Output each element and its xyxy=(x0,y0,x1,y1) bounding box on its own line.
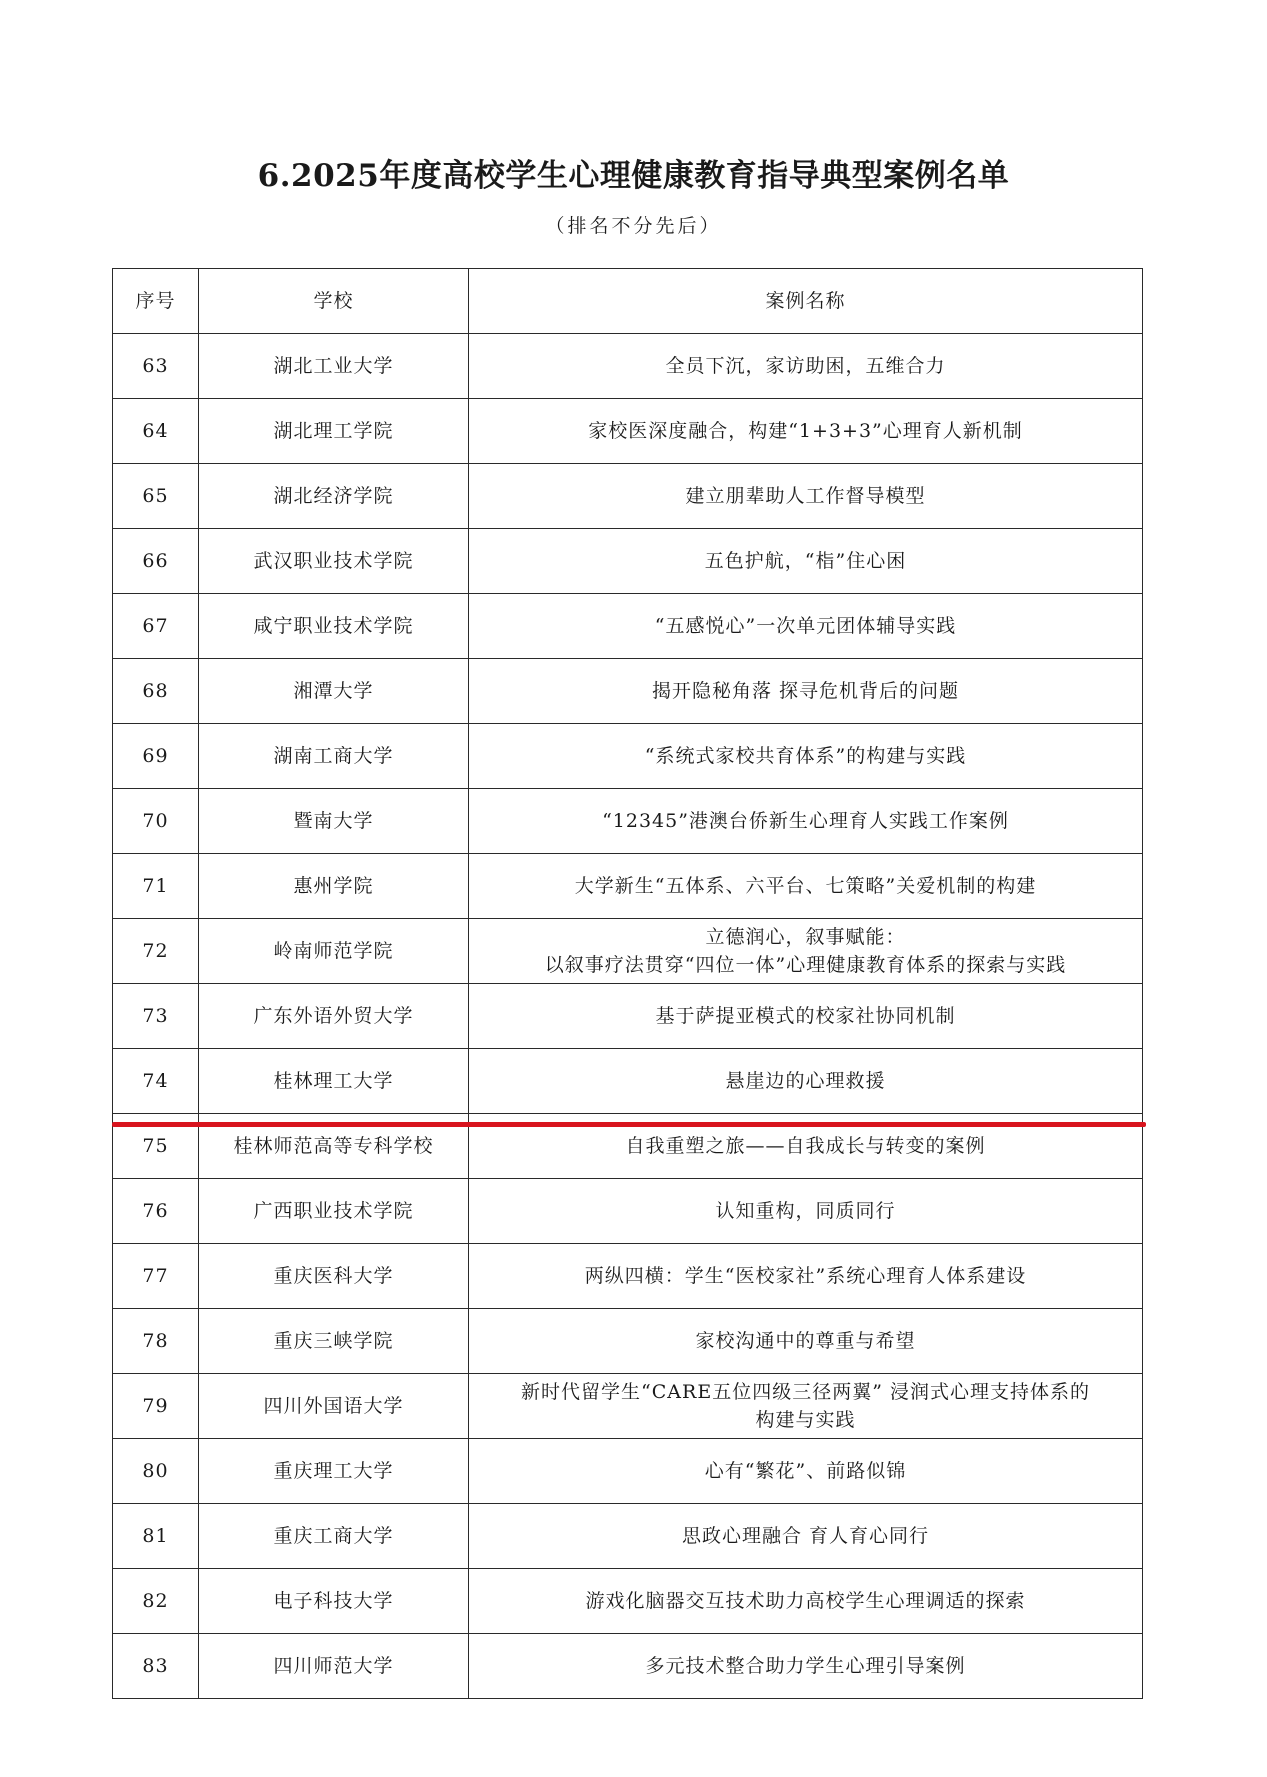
table-row xyxy=(113,1309,1143,1374)
row-number: 73 xyxy=(113,984,199,1049)
case-name: 家校沟通中的尊重与希望 xyxy=(469,1309,1143,1374)
header-case: 案例名称 xyxy=(469,269,1143,334)
row-number: 83 xyxy=(113,1634,199,1699)
case-table-container xyxy=(112,268,1143,1699)
table-row xyxy=(113,659,1143,724)
school-name: 岭南师范学院 xyxy=(199,919,469,984)
table-row xyxy=(113,1374,1143,1439)
case-name: 全员下沉，家访助困，五维合力 xyxy=(469,334,1143,399)
school-name: 重庆三峡学院 xyxy=(199,1309,469,1374)
school-name: 四川师范大学 xyxy=(199,1634,469,1699)
case-name-line-1: 立德润心，叙事赋能： xyxy=(705,926,906,948)
row-number: 78 xyxy=(113,1309,199,1374)
case-name: 认知重构，同质同行 xyxy=(469,1179,1143,1244)
case-name: 游戏化脑器交互技术助力高校学生心理调适的探索 xyxy=(469,1569,1143,1634)
case-name: 基于萨提亚模式的校家社协同机制 xyxy=(469,984,1143,1049)
school-name: 重庆理工大学 xyxy=(199,1439,469,1504)
case-name: “12345”港澳台侨新生心理育人实践工作案例 xyxy=(469,789,1143,854)
school-name: 桂林理工大学 xyxy=(199,1049,469,1114)
case-name xyxy=(469,919,1143,984)
case-name-line-1: 新时代留学生“CARE五位四级三径两翼” 浸润式心理支持体系的 xyxy=(521,1381,1090,1403)
case-name: 两纵四横：学生“医校家社”系统心理育人体系建设 xyxy=(469,1244,1143,1309)
table-row xyxy=(113,854,1143,919)
case-table xyxy=(112,268,1143,1699)
case-name: 多元技术整合助力学生心理引导案例 xyxy=(469,1634,1143,1699)
table-row xyxy=(113,464,1143,529)
red-highlight-line xyxy=(112,1122,1146,1127)
row-number: 68 xyxy=(113,659,199,724)
page-title: 6.2025年度高校学生心理健康教育指导典型案例名单 xyxy=(257,158,1010,194)
school-name: 桂林师范高等专科学校 xyxy=(199,1114,469,1179)
row-number: 63 xyxy=(113,334,199,399)
row-number: 72 xyxy=(113,919,199,984)
row-number: 80 xyxy=(113,1439,199,1504)
case-name-line-2: 以叙事疗法贯穿“四位一体”心理健康教育体系的探索与实践 xyxy=(544,954,1067,976)
school-name: 湖北经济学院 xyxy=(199,464,469,529)
table-row xyxy=(113,334,1143,399)
school-name: 广东外语外贸大学 xyxy=(199,984,469,1049)
case-name: 大学新生“五体系、六平台、七策略”关爱机制的构建 xyxy=(469,854,1143,919)
school-name: 湘潭大学 xyxy=(199,659,469,724)
school-name: 湖北工业大学 xyxy=(199,334,469,399)
table-row xyxy=(113,1179,1143,1244)
school-name: 暨南大学 xyxy=(199,789,469,854)
table-row xyxy=(113,1634,1143,1699)
header-school: 学校 xyxy=(199,269,469,334)
school-name: 咸宁职业技术学院 xyxy=(199,594,469,659)
row-number: 74 xyxy=(113,1049,199,1114)
table-row xyxy=(113,1244,1143,1309)
table-row xyxy=(113,724,1143,789)
school-name: 电子科技大学 xyxy=(199,1569,469,1634)
table-row xyxy=(113,1504,1143,1569)
case-name: 思政心理融合 育人育心同行 xyxy=(469,1504,1143,1569)
table-header-row xyxy=(113,269,1143,334)
case-name: 五色护航，“栺”住心困 xyxy=(469,529,1143,594)
row-number: 64 xyxy=(113,399,199,464)
row-number: 75 xyxy=(113,1114,199,1179)
school-name: 湖北理工学院 xyxy=(199,399,469,464)
school-name: 惠州学院 xyxy=(199,854,469,919)
school-name: 湖南工商大学 xyxy=(199,724,469,789)
table-row xyxy=(113,1049,1143,1114)
row-number: 77 xyxy=(113,1244,199,1309)
row-number: 82 xyxy=(113,1569,199,1634)
table-row xyxy=(113,1439,1143,1504)
row-number: 76 xyxy=(113,1179,199,1244)
school-name: 四川外国语大学 xyxy=(199,1374,469,1439)
table-row xyxy=(113,789,1143,854)
school-name: 重庆工商大学 xyxy=(199,1504,469,1569)
table-row xyxy=(113,984,1143,1049)
case-name: 悬崖边的心理救援 xyxy=(469,1049,1143,1114)
header-no: 序号 xyxy=(113,269,199,334)
case-name xyxy=(469,1374,1143,1439)
table-row xyxy=(113,399,1143,464)
table-body xyxy=(113,334,1143,1699)
school-name: 广西职业技术学院 xyxy=(199,1179,469,1244)
case-name: 心有“繁花”、前路似锦 xyxy=(469,1439,1143,1504)
table-row xyxy=(113,919,1143,984)
row-number: 70 xyxy=(113,789,199,854)
case-name-line-2: 构建与实践 xyxy=(755,1409,856,1431)
row-number: 79 xyxy=(113,1374,199,1439)
case-name: 家校医深度融合，构建“1+3+3”心理育人新机制 xyxy=(469,399,1143,464)
case-name: “五感悦心”一次单元团体辅导实践 xyxy=(469,594,1143,659)
case-name: “系统式家校共育体系”的构建与实践 xyxy=(469,724,1143,789)
row-number: 69 xyxy=(113,724,199,789)
case-name: 建立朋辈助人工作督导模型 xyxy=(469,464,1143,529)
table-row xyxy=(113,1569,1143,1634)
case-name: 自我重塑之旅——自我成长与转变的案例 xyxy=(469,1114,1143,1179)
row-number: 65 xyxy=(113,464,199,529)
row-number: 71 xyxy=(113,854,199,919)
table-row xyxy=(113,594,1143,659)
row-number: 81 xyxy=(113,1504,199,1569)
table-row xyxy=(113,529,1143,594)
school-name: 重庆医科大学 xyxy=(199,1244,469,1309)
page-subtitle: （排名不分先后） xyxy=(545,215,722,237)
case-name: 揭开隐秘角落 探寻危机背后的问题 xyxy=(469,659,1143,724)
row-number: 66 xyxy=(113,529,199,594)
row-number: 67 xyxy=(113,594,199,659)
school-name: 武汉职业技术学院 xyxy=(199,529,469,594)
